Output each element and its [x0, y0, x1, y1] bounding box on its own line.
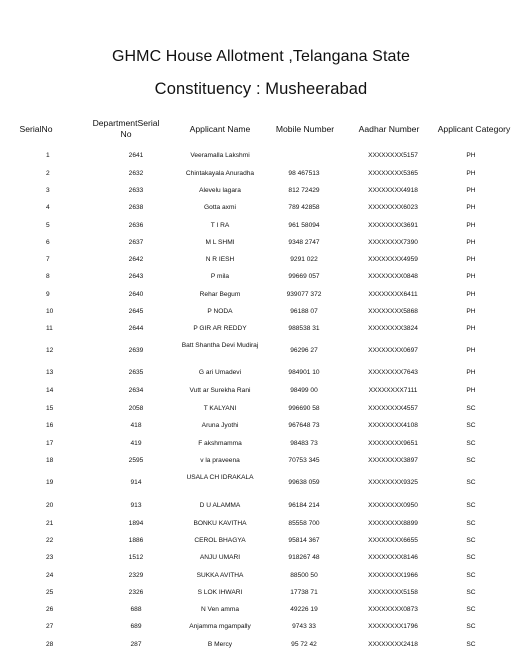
- serial-cell: 23: [46, 554, 54, 561]
- mobile-cell: 939077 372: [286, 291, 322, 298]
- dept-serial-cell: 689: [130, 623, 142, 630]
- dept-serial-cell: 2644: [128, 325, 144, 332]
- serial-cell: 8: [46, 273, 50, 280]
- applicant-name-cell: T KALYANI: [203, 405, 237, 412]
- dept-serial-cell: 2635: [128, 369, 144, 376]
- applicant-name-cell: S LOK IHWARI: [197, 589, 243, 596]
- serial-cell: 16: [46, 422, 54, 429]
- column-header-applicant-name: Applicant Name: [189, 124, 251, 134]
- applicant-name-cell: Chintakayala Anuradha: [185, 170, 255, 177]
- dept-serial-cell: 688: [130, 606, 142, 613]
- aadhar-cell: XXXXXXXX9325: [368, 479, 418, 486]
- mobile-cell: 88500 50: [290, 572, 318, 579]
- mobile-cell: 70753 345: [288, 457, 320, 464]
- category-cell: PH: [466, 291, 476, 298]
- mobile-cell: 9291 022: [290, 256, 318, 263]
- mobile-cell: 988538 31: [288, 325, 320, 332]
- aadhar-cell: XXXXXXXX0848: [368, 273, 418, 280]
- mobile-cell: 961 58094: [288, 222, 320, 229]
- applicant-name-cell: Gotta axmi: [204, 204, 236, 211]
- mobile-cell: 98 467513: [288, 170, 320, 177]
- serial-cell: 28: [46, 641, 54, 648]
- aadhar-cell: XXXXXXXX3897: [368, 457, 418, 464]
- aadhar-cell: XXXXXXXX8899: [368, 520, 418, 527]
- serial-cell: 4: [46, 204, 50, 211]
- aadhar-cell: XXXXXXXX1796: [368, 623, 418, 630]
- category-cell: SC: [466, 606, 476, 613]
- dept-serial-cell: 2329: [128, 572, 144, 579]
- mobile-cell: 9743 33: [292, 623, 316, 630]
- serial-cell: 12: [46, 347, 54, 354]
- applicant-name-cell: Batt Shantha Devi Mudiraj: [181, 342, 259, 349]
- category-cell: PH: [466, 152, 476, 159]
- aadhar-cell: XXXXXXXX8146: [368, 554, 418, 561]
- serial-cell: 2: [46, 170, 50, 177]
- aadhar-cell: XXXXXXXX9651: [368, 440, 418, 447]
- column-header-dept-serial: DepartmentSerialNo: [92, 118, 160, 139]
- serial-cell: 22: [46, 537, 54, 544]
- serial-cell: 21: [46, 520, 54, 527]
- serial-cell: 13: [46, 369, 54, 376]
- serial-cell: 17: [46, 440, 54, 447]
- serial-cell: 19: [46, 479, 54, 486]
- serial-cell: 20: [46, 502, 54, 509]
- dept-serial-cell: 2645: [128, 308, 144, 315]
- mobile-cell: 95 72 42: [291, 641, 317, 648]
- aadhar-cell: XXXXXXXX7643: [368, 369, 418, 376]
- column-header-serial: SerialNo: [19, 124, 53, 134]
- mobile-cell: 984901 10: [288, 369, 320, 376]
- category-cell: SC: [466, 405, 476, 412]
- applicant-name-cell: v la praveena: [200, 457, 240, 464]
- serial-cell: 6: [46, 239, 50, 246]
- aadhar-cell: XXXXXXXX6023: [368, 204, 418, 211]
- aadhar-cell: XXXXXXXX4108: [368, 422, 418, 429]
- dept-serial-cell: 287: [130, 641, 142, 648]
- applicant-name-cell: Vutt ar Surekha Rani: [189, 387, 251, 394]
- dept-serial-cell: 1894: [128, 520, 144, 527]
- applicant-name-cell: Anjamma mgampally: [189, 623, 251, 630]
- dept-serial-cell: 2634: [128, 387, 144, 394]
- column-header-category: Applicant Category: [437, 124, 511, 134]
- applicant-name-cell: N R IESH: [205, 256, 235, 263]
- serial-cell: 14: [46, 387, 54, 394]
- category-cell: PH: [466, 273, 476, 280]
- aadhar-cell: XXXXXXXX0950: [368, 502, 418, 509]
- category-cell: PH: [466, 222, 476, 229]
- aadhar-cell: XXXXXXXX5365: [368, 170, 418, 177]
- serial-cell: 11: [46, 325, 53, 332]
- category-cell: PH: [466, 170, 476, 177]
- mobile-cell: 96184 214: [288, 502, 320, 509]
- dept-serial-cell: 2641: [128, 152, 144, 159]
- category-cell: SC: [466, 589, 476, 596]
- dept-serial-cell: 2632: [128, 170, 144, 177]
- dept-serial-cell: 2639: [128, 347, 144, 354]
- applicant-name-cell: Alevelu lagara: [199, 187, 241, 194]
- column-header-aadhar: Aadhar Number: [358, 124, 420, 134]
- aadhar-cell: XXXXXXXX0697: [368, 347, 418, 354]
- dept-serial-cell: 2595: [128, 457, 144, 464]
- category-cell: PH: [466, 204, 476, 211]
- applicant-name-cell: BONKU KAVITHA: [193, 520, 247, 527]
- dept-serial-cell: 419: [130, 440, 142, 447]
- applicant-name-cell: B Mercy: [207, 641, 233, 648]
- applicant-name-cell: ANJU UMARI: [199, 554, 241, 561]
- constituency-title: Constituency : Musheerabad: [154, 80, 368, 98]
- applicant-name-cell: T I RA: [210, 222, 230, 229]
- serial-cell: 5: [46, 222, 50, 229]
- category-cell: PH: [466, 369, 476, 376]
- mobile-cell: 96188 07: [290, 308, 318, 315]
- category-cell: PH: [466, 239, 476, 246]
- mobile-cell: 17738 71: [290, 589, 318, 596]
- serial-cell: 26: [46, 606, 54, 613]
- mobile-cell: 789 42858: [288, 204, 320, 211]
- applicant-name-cell: P NODA: [207, 308, 233, 315]
- category-cell: PH: [466, 325, 476, 332]
- aadhar-cell: XXXXXXXX1966: [368, 572, 418, 579]
- dept-serial-cell: 913: [130, 502, 142, 509]
- dept-serial-cell: 418: [130, 422, 142, 429]
- applicant-name-cell: P mila: [210, 273, 230, 280]
- dept-serial-cell: 914: [130, 479, 142, 486]
- aadhar-cell: XXXXXXXX4557: [368, 405, 418, 412]
- mobile-cell: 99669 057: [288, 273, 320, 280]
- category-cell: SC: [466, 502, 476, 509]
- applicant-name-cell: Aruna Jyothi: [201, 422, 239, 429]
- category-cell: SC: [466, 572, 476, 579]
- category-cell: SC: [466, 440, 476, 447]
- aadhar-cell: XXXXXXXX7390: [368, 239, 418, 246]
- dept-serial-cell: 2326: [128, 589, 144, 596]
- category-cell: SC: [466, 641, 476, 648]
- serial-cell: 9: [46, 291, 50, 298]
- serial-cell: 25: [46, 589, 54, 596]
- mobile-cell: 96296 27: [290, 347, 318, 354]
- serial-cell: 3: [46, 187, 50, 194]
- applicant-name-cell: N Ven amma: [200, 606, 240, 613]
- aadhar-cell: XXXXXXXX0873: [368, 606, 418, 613]
- serial-cell: 10: [46, 308, 54, 315]
- dept-serial-cell: 2633: [128, 187, 144, 194]
- applicant-name-cell: G ari Umadevi: [198, 369, 242, 376]
- category-cell: PH: [466, 347, 476, 354]
- mobile-cell: 967648 73: [288, 422, 320, 429]
- dept-serial-cell: 2636: [128, 222, 144, 229]
- dept-serial-cell: 1512: [128, 554, 144, 561]
- serial-cell: 15: [46, 405, 54, 412]
- serial-cell: 1: [46, 152, 50, 159]
- mobile-cell: 98483 73: [290, 440, 318, 447]
- category-cell: SC: [466, 520, 476, 527]
- aadhar-cell: XXXXXXXX7111: [368, 387, 418, 394]
- mobile-cell: 85558 700: [288, 520, 320, 527]
- applicant-name-cell: F akshmamma: [198, 440, 242, 447]
- dept-serial-cell: 2642: [128, 256, 144, 263]
- mobile-cell: 9348 2747: [288, 239, 320, 246]
- aadhar-cell: XXXXXXXX2418: [368, 641, 418, 648]
- dept-serial-cell: 2640: [128, 291, 144, 298]
- serial-cell: 24: [46, 572, 54, 579]
- aadhar-cell: XXXXXXXX4959: [368, 256, 418, 263]
- aadhar-cell: XXXXXXXX3691: [368, 222, 418, 229]
- applicant-name-cell: Veeramalla Lakshmi: [190, 152, 250, 159]
- applicant-name-cell: USALA CH IDRAKALA: [186, 474, 254, 481]
- category-cell: SC: [466, 554, 476, 561]
- category-cell: SC: [466, 457, 476, 464]
- category-cell: SC: [466, 479, 476, 486]
- aadhar-cell: XXXXXXXX6411: [368, 291, 418, 298]
- category-cell: PH: [466, 187, 476, 194]
- dept-serial-cell: 2638: [128, 204, 144, 211]
- mobile-cell: 812 72429: [288, 187, 320, 194]
- aadhar-cell: XXXXXXXX5157: [368, 152, 418, 159]
- aadhar-cell: XXXXXXXX5868: [368, 308, 418, 315]
- category-cell: PH: [466, 308, 476, 315]
- mobile-cell: 49226 19: [290, 606, 318, 613]
- serial-cell: 18: [46, 457, 54, 464]
- dept-serial-cell: 2643: [128, 273, 144, 280]
- category-cell: SC: [466, 537, 476, 544]
- column-header-mobile: Mobile Number: [275, 124, 335, 134]
- serial-cell: 27: [46, 623, 54, 630]
- mobile-cell: 98499 00: [290, 387, 318, 394]
- aadhar-cell: XXXXXXXX3824: [368, 325, 418, 332]
- dept-serial-cell: 2637: [128, 239, 144, 246]
- applicant-name-cell: SUKKA AVITHA: [196, 572, 244, 579]
- serial-cell: 7: [46, 256, 50, 263]
- applicant-name-cell: P GIR AR REDDY: [193, 325, 247, 332]
- mobile-cell: 996690 58: [288, 405, 320, 412]
- category-cell: PH: [466, 256, 476, 263]
- aadhar-cell: XXXXXXXX6655: [368, 537, 418, 544]
- aadhar-cell: XXXXXXXX4918: [368, 187, 418, 194]
- mobile-cell: 99638 059: [288, 479, 320, 486]
- mobile-cell: 918267 48: [288, 554, 320, 561]
- applicant-name-cell: Rehar Begum: [199, 291, 241, 298]
- category-cell: PH: [466, 387, 476, 394]
- applicant-name-cell: M L SHMI: [205, 239, 235, 246]
- applicant-name-cell: CEROL BHAGYA: [194, 537, 246, 544]
- category-cell: SC: [466, 422, 476, 429]
- category-cell: SC: [466, 623, 476, 630]
- mobile-cell: 95814 367: [288, 537, 320, 544]
- aadhar-cell: XXXXXXXX5158: [368, 589, 418, 596]
- dept-serial-cell: 1886: [128, 537, 144, 544]
- document-title: GHMC House Allotment ,Telangana State: [111, 48, 411, 65]
- applicant-name-cell: D U ALAMMA: [199, 502, 241, 509]
- dept-serial-cell: 2058: [128, 405, 144, 412]
